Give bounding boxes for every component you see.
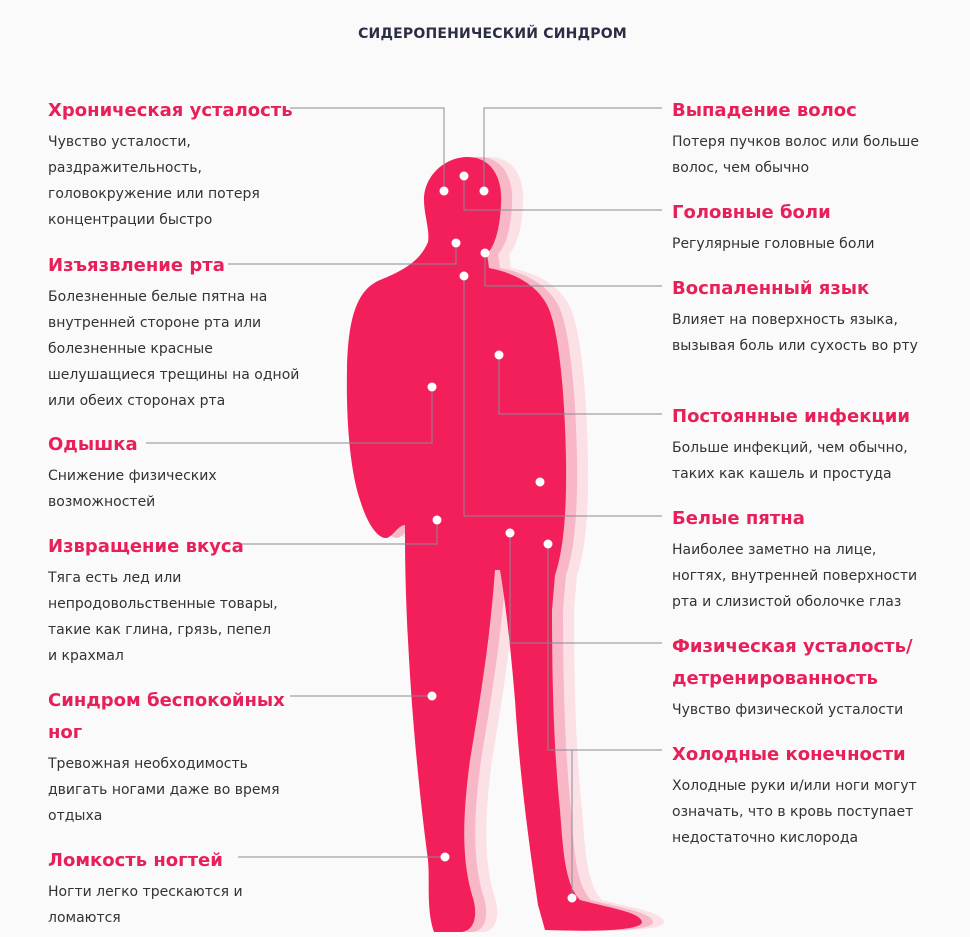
symptom-title: Головные боли [672, 202, 831, 223]
symptom-description: Чувство усталости, раздражительность, головокружение или потеря концентрации быстро [48, 134, 260, 228]
symptom-description: Болезненные белые пятна на внутренней стороне рта или болезненные красные шелушащиеся трещины на одной или обеих сторонах рта [48, 289, 300, 409]
symptom-title: Холодные конечности [672, 744, 906, 765]
symptom-title: Одышка [48, 434, 138, 455]
symptom-description: Холодные руки и/или ноги могут означать, что в кровь поступает недостаточно кислорода [672, 778, 917, 846]
symptom-physical-fatigue [672, 631, 967, 723]
symptom-title: Воспаленный язык [672, 278, 870, 299]
marker-dot [568, 894, 576, 902]
marker-dot [433, 516, 441, 524]
symptom-title: Выпадение волос [672, 100, 857, 121]
symptom-title: Синдром беспокойных ног [48, 690, 285, 743]
symptom-description: Потеря пучков волос или больше волос, чем обычно [672, 134, 919, 176]
symptom-infections [672, 401, 967, 487]
page-title: СИДЕРОПЕНИЧЕСКИЙ СИНДРОМ [358, 26, 627, 42]
symptom-title: Изъязвление рта [48, 255, 225, 276]
symptom-description: Чувство физической усталости [672, 702, 904, 718]
marker-dot [460, 172, 468, 180]
marker-dot [460, 272, 468, 280]
symptom-title: Постоянные инфекции [672, 406, 910, 427]
symptom-description: Влияет на поверхность языка, вызывая боль или сухость во рту [672, 312, 918, 354]
symptom-description: Ногти легко трескаются и ломаются [48, 884, 243, 926]
marker-dot [536, 478, 544, 486]
marker-dot [428, 692, 436, 700]
marker-dot [544, 540, 552, 548]
marker-dot [440, 187, 448, 195]
marker-dot [441, 853, 449, 861]
symptom-title: Физическая усталость/ детренированность [672, 636, 913, 689]
symptom-taste-perversion [48, 531, 348, 669]
marker-dot [452, 239, 460, 247]
symptom-description: Больше инфекций, чем обычно, таких как кашель и простуда [672, 440, 908, 482]
symptom-brittle-nails [48, 845, 348, 931]
symptom-title: Извращение вкуса [48, 536, 244, 557]
symptom-headaches [672, 197, 967, 257]
marker-dot [506, 529, 514, 537]
symptom-description: Тревожная необходимость двигать ногами даже во время отдыха [48, 756, 280, 824]
marker-dot [481, 249, 489, 257]
symptom-title: Белые пятна [672, 508, 805, 529]
symptom-restless-legs [48, 685, 348, 829]
symptom-hair-loss [672, 95, 967, 181]
symptom-mouth-ulcers [48, 250, 348, 414]
symptom-title: Ломкость ногтей [48, 850, 223, 871]
symptom-sore-tongue [672, 273, 967, 359]
symptom-white-spots [672, 503, 967, 615]
symptom-cold-limbs [672, 739, 967, 851]
marker-dot [495, 351, 503, 359]
symptom-title: Хроническая усталость [48, 100, 293, 121]
marker-dot [480, 187, 488, 195]
symptom-description: Снижение физических возможностей [48, 468, 217, 510]
symptom-description: Наиболее заметно на лице, ногтях, внутренней поверхности рта и слизистой оболочке глаз [672, 542, 918, 610]
symptom-description: Регулярные головные боли [672, 236, 875, 252]
symptom-description: Тяга есть лед или непродовольственные товары, такие как глина, грязь, пепел и крахмал [48, 570, 278, 664]
symptom-shortness-of-breath [48, 429, 348, 515]
marker-dot [428, 383, 436, 391]
symptom-chronic-fatigue [48, 95, 348, 233]
